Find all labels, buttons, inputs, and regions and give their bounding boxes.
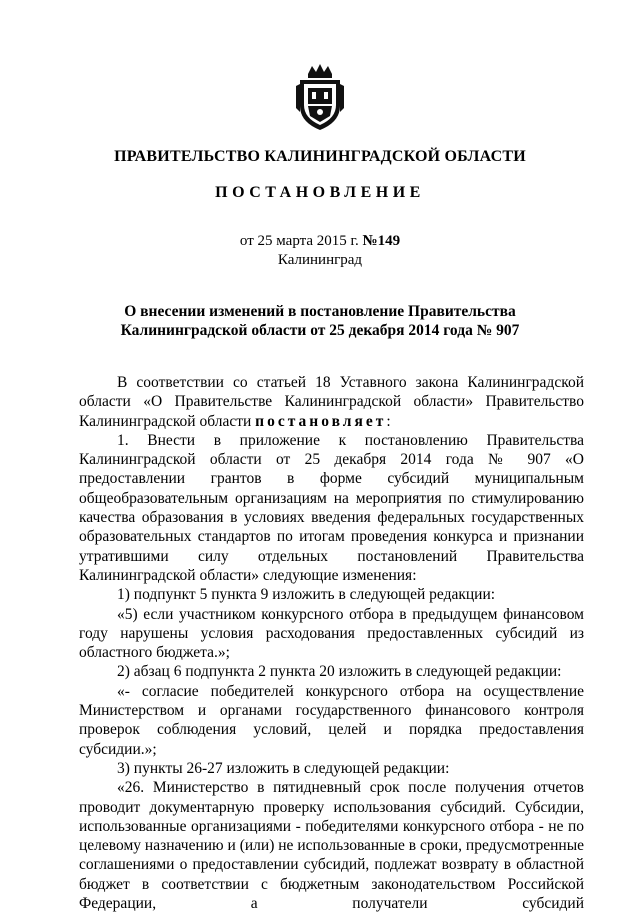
document-body (79, 373, 584, 913)
document-number: №149 (362, 233, 401, 249)
document-date: 25 марта 2015 г. (257, 233, 359, 249)
title-line-2: Калининградской области от 25 декабря 2014 года № 907 (120, 322, 520, 339)
paragraph-6: 3) пункты 26-27 изложить в следующей редакции: (117, 759, 450, 777)
paragraph-intro (79, 373, 584, 431)
date-prefix: от (239, 233, 254, 249)
paragraph-7: «26. Министерство в пятидневный срок после получения отчетов проводит документарную проверку использования субсидий. Субсидии, использованные организациями - победителями конкурсного отбора - не по целевому назначению и (или) не использованные в сроки, предусмотренные соглашениями о предоставлении субсидий, подлежат возврату в областной бюджет в соответствии с бюджетным законодательством Российской Федерации, а получатели субсидий (79, 779, 584, 913)
city: Калининград (277, 252, 363, 268)
intro-colon: : (386, 412, 391, 430)
title-line-1: О внесении изменений в постановление Правительства (124, 303, 516, 320)
paragraph-5: «- согласие победителей конкурсного отбора на осуществление Министерством и органами государственного финансового контроля проверок соблюдения условий, целей и порядка предоставления субсидии.»; (79, 682, 584, 758)
paragraph-2: 1) подпункт 5 пункта 9 изложить в следующей редакции: (117, 586, 496, 604)
paragraph-3: «5) если участником конкурсного отбора в предыдущем финансовом году нарушены условия расходования предоставленных субсидий из областного бюджета.»; (79, 605, 584, 662)
organization-name: ПРАВИТЕЛЬСТВО КАЛИНИНГРАДСКОЙ ОБЛАСТИ (114, 148, 526, 165)
intro-text: В соответствии со статьей 18 Уставного закона Калининградской области «О Правительстве Калининградской области» Правительство Калининградской области (79, 374, 584, 430)
coat-of-arms-emblem (294, 62, 346, 132)
intro-decree-word: постановляет (255, 412, 387, 430)
date-line (0, 232, 640, 250)
document-type: ПОСТАНОВЛЕНИЕ (215, 184, 425, 201)
paragraph-1: 1. Внести в приложение к постановлению Правительства Калининградской области от 25 декабря 2014 года № 907 «О предоставлении грантов в форме субсидий муниципальным общеобразовательным организациям на мероприятия по стимулированию качества образования в условиях введения федеральных государственных образовательных стандартов по итогам проведения конкурса и признании утратившими силу отдельных постановлений Правительства Калининградской области» следующие изменения: (79, 431, 584, 584)
paragraph-4: 2) абзац 6 подпункта 2 пункта 20 изложить в следующей редакции: (117, 663, 562, 681)
document-title (60, 302, 580, 340)
